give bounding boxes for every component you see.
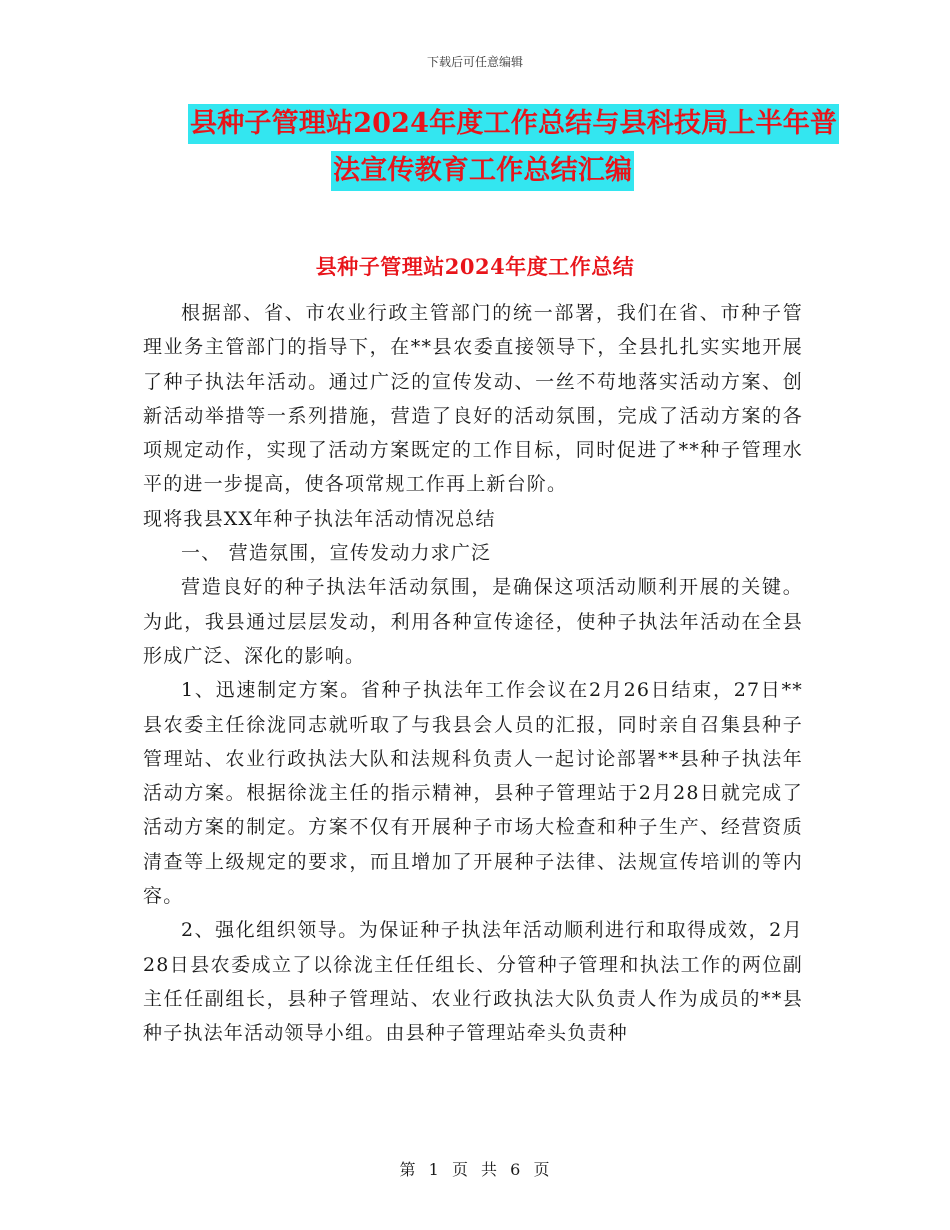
- total-page-number: 6: [510, 1160, 522, 1179]
- document-title: [188, 108, 838, 204]
- footer-page-label: 页: [451, 1160, 469, 1179]
- footer-prefix: 第: [399, 1160, 417, 1179]
- header-note: 下载后可任意编辑: [426, 55, 523, 69]
- page-footer: [0, 1157, 950, 1180]
- paragraph: 根据部、省、市农业行政主管部门的统一部署，我们在省、市种子管理业务主管部门的指导下，在**县农委直接领导下，全县扎扎实实地开展了种子执法年活动。通过广泛的宣传发动、一丝不苟地落实活动方案、创新活动举措等一系列措施，营造了良好的活动氛围，完成了活动方案的各项规定动作，实现了活动方案既定的工作目标，同时促进了**种子管理水平的进一步提高，使各项常规工作再上新台阶。: [143, 302, 803, 496]
- section-title: 县种子管理站2024年度工作总结: [315, 254, 635, 279]
- footer-suffix: 页: [533, 1160, 551, 1179]
- paragraph: 营造良好的种子执法年活动氛围，是确保这项活动顺利开展的关键。为此，我县通过层层发动，利用各种宣传途径，使种子执法年活动在全县形成广泛、深化的影响。: [143, 576, 803, 667]
- current-page-number: 1: [428, 1160, 440, 1179]
- paragraph: 2、强化组织领导。为保证种子执法年活动顺利进行和取得成效，2月28日县农委成立了以徐泷主任任组长、分管种子管理和执法工作的两位副主任任副组长，县种子管理站、农业行政执法大队负责人作为成员的**县种子执法年活动领导小组。由县种子管理站牵头负责种: [143, 919, 803, 1045]
- document-body: [143, 296, 803, 1051]
- paragraph: 现将我县XX年种子执法年活动情况总结: [143, 507, 496, 530]
- paragraph: 1、迅速制定方案。省种子执法年工作会议在2月26日结束，27日**县农委主任徐泷同志就听取了与我县会人员的汇报，同时亲自召集县种子管理站、农业行政执法大队和法规科负责人一起讨论部署**县种子执法年活动方案。根据徐泷主任的指示精神，县种子管理站于2月28日就完成了活动方案的制定。方案不仅有开展种子市场大检查和种子生产、经营资质清查等上级规定的要求，而且增加了开展种子法律、法规宣传培训的等内容。: [143, 679, 803, 908]
- title-line-1: 县种子管理站2024年度工作总结与县科技局上半年普: [188, 104, 839, 144]
- title-line-2: 法宣传教育工作总结汇编: [331, 151, 634, 191]
- footer-total-label: 共: [481, 1160, 499, 1179]
- section-heading: 一、 营造氛围，宣传发动力求广泛: [181, 542, 492, 565]
